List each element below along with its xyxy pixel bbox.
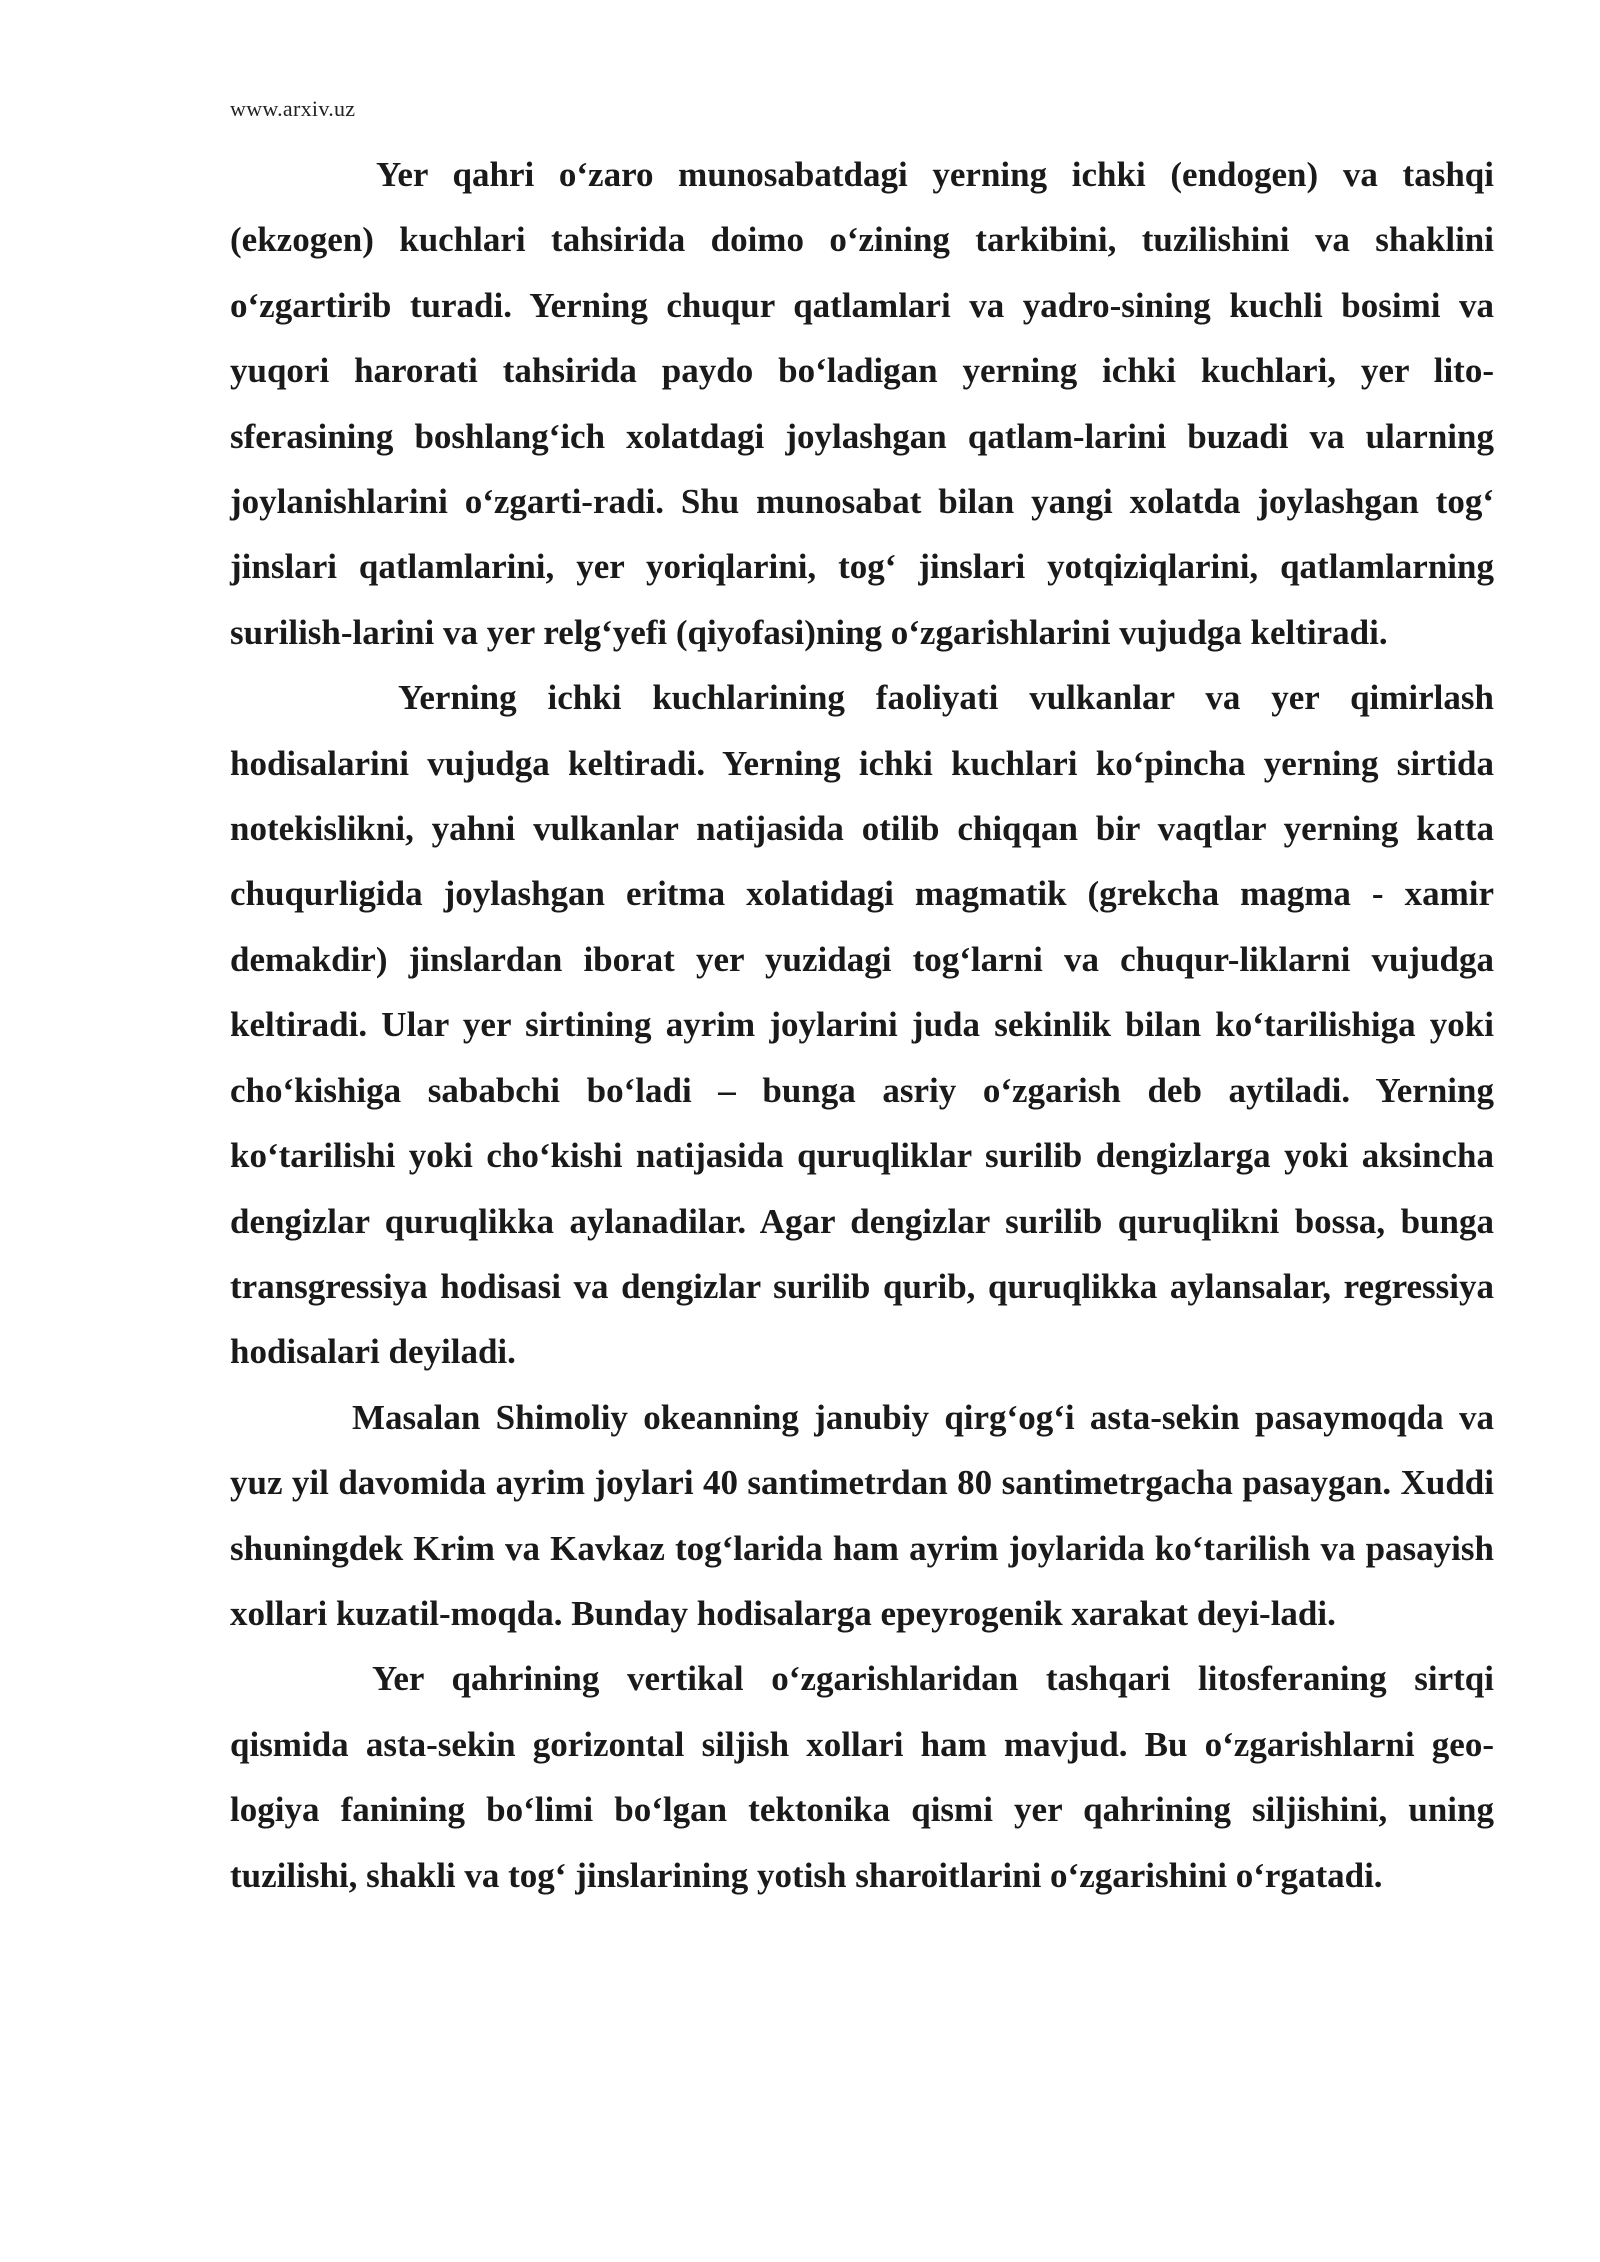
paragraph-1: Yer qahri o‘zaro munosabatdagi yerning ichki (endogen) va tashqi (ekzogen) kuchlari tahsirida doimo o‘zining tarkibini, tuzilishini va shaklini o‘zgartirib turadi. Yerning chuqur qatlamlari va yadro-sining kuchli bosimi va yuqori harorati tahsirida paydo bo‘ladigan yerning ichki kuchlari, yer lito-sferasining boshlang‘ich xolatdagi joylashgan qatlam-larini buzadi va ularning joylanishlarini o‘zgarti-radi. Shu munosabat bilan yangi xolatda joylashgan tog‘ jinslari qatlamlarini, yer yoriqlarini, tog‘ jinslari yotqiziqlarini, qatlamlarning surilish-larini va yer relg‘yefi (qiyofasi)ning o‘zgarishlarini vujudga keltiradi.: [230, 155, 1494, 652]
paragraph-3: Masalan Shimoliy okeanning janubiy qirg‘og‘i asta-sekin pasaymoqda va yuz yil davomida ayrim joylari 40 santimetrdan 80 santimetrgacha pasaygan. Xuddi shuningdek Krim va Kavkaz tog‘larida ham ayrim joylarida ko‘tarilish va pasayish xollari kuzatil-moqda. Bunday hodisalarga epeyrogenik xarakat deyi-ladi.: [230, 1397, 1494, 1633]
paragraph-4: Yer qahrining vertikal o‘zgarishlaridan tashqari litosferaning sirtqi qismida asta-sekin gorizontal siljish xollari ham mavjud. Bu o‘zgarishlarni geo-logiya fanining bo‘limi bo‘lgan tektonika qismi yer qahrining siljishini, uning tuzilishi, shakli va tog‘ jinslarining yotish sharoitlarini o‘zgarishini o‘rgatadi.: [230, 1659, 1494, 1895]
site-url-header: www.arxiv.uz: [230, 96, 356, 121]
document-body: [230, 142, 1494, 1908]
paragraph-2: Yerning ichki kuchlarining faoliyati vulkanlar va yer qimirlash hodisalarini vujudga keltiradi. Yerning ichki kuchlari ko‘pincha yerning sirtida notekislikni, yahni vulkanlar natijasida otilib chiqqan bir vaqtlar yerning katta chuqurligida joylashgan eritma xolatidagi magmatik (grekcha magma - xamir demakdir) jinslardan iborat yer yuzidagi tog‘larni va chuqur-liklarni vujudga keltiradi. Ular yer sirtining ayrim joylarini juda sekinlik bilan ko‘tarilishiga yoki cho‘kishiga sababchi bo‘ladi – bunga asriy o‘zgarish deb aytiladi. Yerning ko‘tarilishi yoki cho‘kishi natijasida quruqliklar surilib dengizlarga yoki aksincha dengizlar quruqlikka aylanadilar. Agar dengizlar surilib quruqlikni bossa, bunga transgressiya hodisasi va dengizlar surilib qurib, quruqlikka aylansalar, regressiya hodisalari deyiladi.: [230, 678, 1494, 1372]
